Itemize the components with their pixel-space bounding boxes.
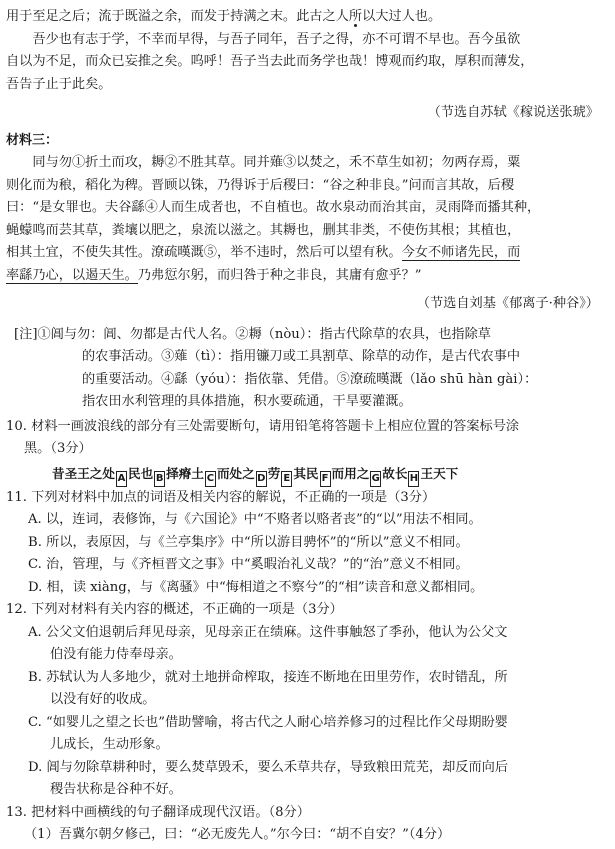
segment: 而用之: [331, 465, 370, 481]
segment: 民也: [127, 465, 154, 481]
passage-line: 吾告子止于此矣。: [6, 76, 112, 92]
question-13-stem: 13. 把材料中画横线的句子翻译成现代汉语。（8分）: [6, 804, 310, 820]
answer-box-f[interactable]: F: [320, 471, 331, 487]
question-11-option-a[interactable]: A. 以，连词，表修饰，与《六国论》中“不赂者以赂者丧”的“以”用法不相同。: [28, 512, 482, 527]
source-citation: （节选自刘基《郁离子·种谷》）: [416, 296, 599, 311]
segment: 劳: [267, 465, 281, 481]
underlined-sentence: 今女不师诸先民，而: [401, 245, 521, 260]
answer-box-h[interactable]: H: [408, 471, 419, 487]
answer-box-d[interactable]: D: [256, 471, 267, 487]
passage-line: 用于至足之后；流于既溢之余，而发于持满之末。此古之人所以大过人也。: [6, 9, 442, 24]
segment: 故长: [382, 465, 408, 481]
note-line: [注]①阊与勿：阊、勿都是古代人名。②耨（nòu）：指古代除草的农具，也指除草: [14, 326, 491, 342]
answer-box-c[interactable]: C: [205, 471, 216, 487]
material-heading: 材料三：: [6, 132, 59, 148]
note-line: 的农事活动。③薙（tì）：指用镰刀或工具割草、除草的动作，是古代农事中: [82, 349, 521, 364]
question-11-stem: 11. 下列对材料中加点的词语及相关内容的解说，不正确的一项是（3分）: [6, 489, 436, 505]
passage-line: 率繇乃心，以遏天生。乃弗愆尔躬，而归咎于种之非良，其庸有愈乎？”: [6, 267, 422, 283]
passage-line: 曰：“是女罪也。夫谷繇④人而生成者也，不自植也。故水泉动而治其亩，灵雨降而播其种，: [6, 200, 541, 215]
emphasis-dot-word: 所: [348, 9, 363, 24]
passage-line: 相其土宜，不使失其性。潦疏暵溉⑤，举不违时，然后可以望有秋。今女不师诸先民，而: [6, 245, 521, 260]
segment: 昔圣王之处: [52, 465, 115, 481]
segment: 其民: [293, 465, 319, 481]
answer-box-e[interactable]: E: [281, 471, 292, 487]
question-12-option-a-cont: 伯没有能力侍奉母亲。: [50, 647, 182, 662]
passage-line: 蝇蠓鸣而芸其草，粪壤以肥之，泉流以滋之。其耨也，删其非类，不使伤其根；其植也，: [6, 222, 521, 238]
note-line: 的重要活动。④繇（yóu）：指依靠、凭借。⑤潦疏暵溉（lǎo shū hàn gài）：: [82, 371, 538, 387]
question-11-option-c[interactable]: C. 治，管理，与《齐桓晋文之事》中“奚暇治礼义哉？”的“治”意义不相同。: [28, 557, 469, 572]
question-10-stem-cont: 黑。（3分）: [24, 441, 92, 456]
question-12-option-b-cont: 以没有好的收成。: [50, 692, 156, 707]
question-12-option-c[interactable]: C. “如婴儿之望之长也”借助譬喻，将古代之人耐心培养修习的过程比作父母期盼婴: [28, 714, 508, 730]
answer-box-b[interactable]: B: [154, 471, 165, 487]
question-12-option-a[interactable]: A. 公父文伯退朝后拜见母亲，见母亲正在绩麻。这件事触怒了季孙，他认为公父文: [28, 624, 508, 640]
source-citation: （节选自苏轼《稼说送张琥》: [427, 105, 599, 120]
passage-line: 则化而为稂，稻化为稗。晋顾以铢，乃得诉于后稷曰：“谷之种非良。”问而言其故，后稷: [6, 177, 515, 193]
segment: 择瘠土: [166, 465, 204, 481]
question-12-option-d[interactable]: D. 阊与勿除草耕种时，要么焚草毁禾，要么禾草共存，导致粮田荒芜，却反而向后: [28, 759, 509, 775]
segment: 而处之: [216, 465, 255, 481]
question-12-option-d-cont: 稷告状称是谷种不好。: [50, 782, 182, 797]
answer-box-g[interactable]: G: [370, 471, 381, 487]
question-10-stem: 10. 材料一画波浪线的部分有三处需要断句，请用铅笔将答题卡上相应位置的答案标号涂: [6, 418, 520, 434]
passage-line: 同与勿①折土而攻，耨②不胜其草。同并薙③以焚之，禾不草生如初；勿两存焉，粟: [32, 155, 521, 170]
question-12-option-b[interactable]: B. 苏轼认为人多地少，就对土地拼命榨取，接连不断地在田里劳作，农时错乱，所: [28, 669, 508, 685]
passage-line: 自以为不足，而众已妄推之矣。呜呼！吾子当去此而务学也哉！博观而约取，厚积而薄发，: [6, 54, 534, 69]
question-12-option-c-cont: 儿成长，生动形象。: [50, 737, 169, 752]
passage-line: 吾少也有志于学，不幸而早得，与吾子同年，吾子之得，亦不可谓不早也。吾今虽欲: [32, 31, 521, 47]
question-11-option-b[interactable]: B. 所以，表原因，与《兰亭集序》中“所以游目骋怀”的“所以”意义不相同。: [28, 534, 469, 550]
sentence-break-options: [6, 463, 601, 487]
question-13-sub-1: （1）吾冀尔朝夕修己，曰：“必无废先人。”尔今曰：“胡不自安？”（4分）: [24, 827, 451, 842]
question-12-stem: 12. 下列对材料有关内容的概述，不正确的一项是（3分）: [6, 602, 343, 617]
annotation-note: [14, 324, 601, 414]
question-11-option-d[interactable]: D. 相，读 xiàng，与《离骚》中“悔相道之不察兮”的“相”读音和意义都相同。: [28, 579, 484, 595]
note-line: 指农田水利管理的具体措施，积水要疏通，干旱要灌溉。: [82, 394, 412, 409]
underlined-sentence: 率繇乃心，以遏天生。: [6, 267, 138, 283]
answer-box-a[interactable]: A: [116, 471, 127, 487]
segment: 王天下: [420, 465, 459, 481]
